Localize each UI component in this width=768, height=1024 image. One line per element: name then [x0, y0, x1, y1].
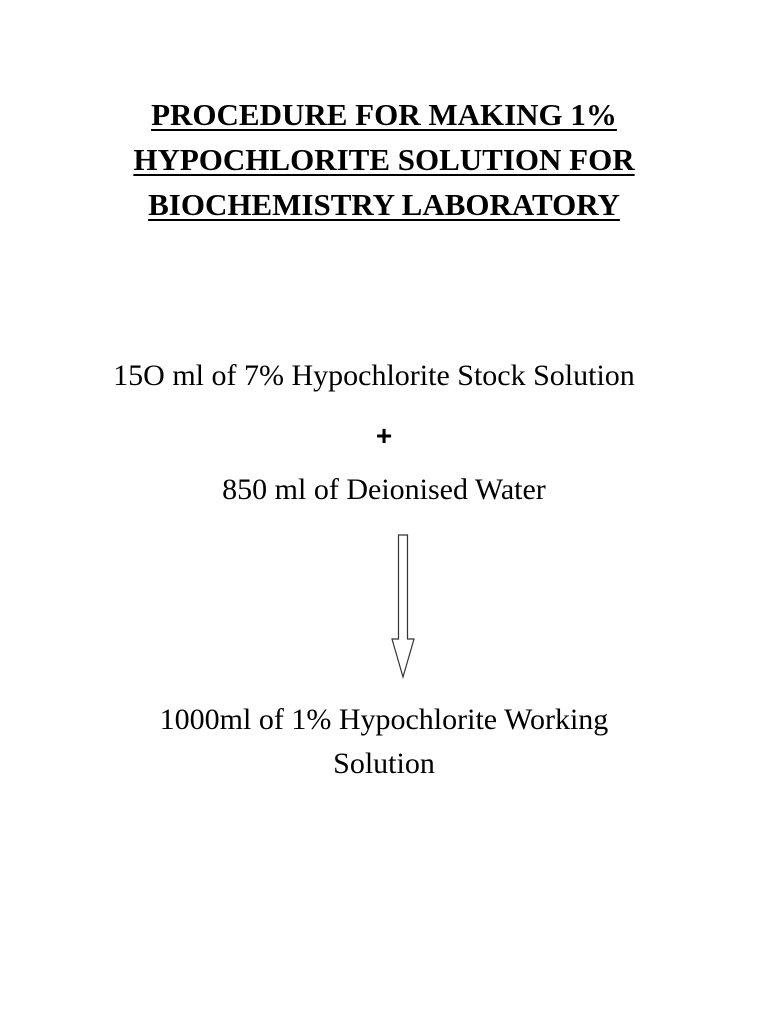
- plus-sign: +: [375, 420, 393, 451]
- document-title: [0, 92, 768, 227]
- deionised-water-line: 850 ml of Deionised Water: [222, 473, 546, 506]
- working-solution-line-1: 1000ml of 1% Hypochlorite Working: [159, 703, 609, 736]
- title-line-2: HYPOCHLORITE SOLUTION FOR: [133, 142, 635, 177]
- title-line-3: BIOCHEMISTRY LABORATORY: [148, 187, 620, 222]
- title-line-1: PROCEDURE FOR MAKING 1%: [151, 97, 617, 132]
- working-solution-line-2: Solution: [333, 747, 435, 780]
- stock-solution-line: 15O ml of 7% Hypochlorite Stock Solution: [113, 359, 635, 392]
- down-arrow-icon: [390, 533, 416, 679]
